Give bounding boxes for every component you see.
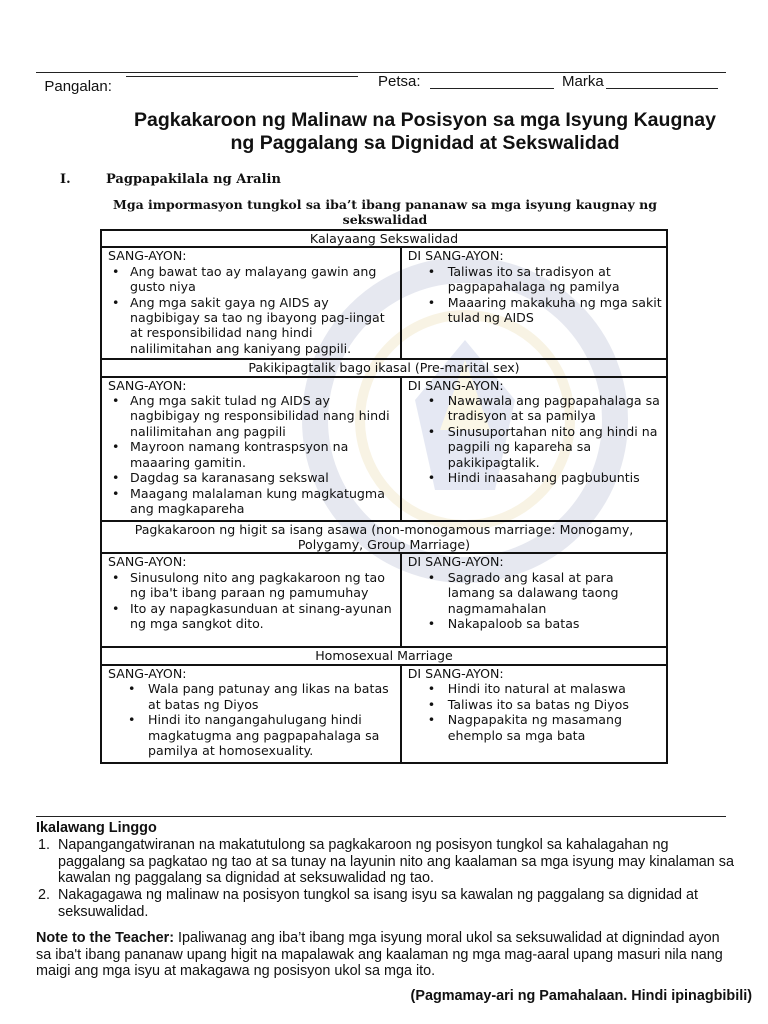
section-number: I. <box>60 172 71 187</box>
disagree-cell <box>401 247 667 359</box>
agree-cell <box>101 665 401 763</box>
disagree-cell <box>401 553 667 647</box>
disagree-cell <box>401 665 667 763</box>
agree-cell <box>101 377 401 521</box>
topic-title: Homosexual Marriage <box>101 647 667 664</box>
objective-text: Napangangatwiranan na makatutulong sa pagkakaroon ng posisyon tungkol sa kahalagahan ng paggalang sa pagkatao ng tao at sa tunay na layunin nito ang kaalaman sa mga isyung may kinalaman sa kawalan ng paggalang sa dignidad at seksuwalidad ng tao. <box>58 837 735 886</box>
list-item: • Hindi inaasahang pagbubuntis <box>408 470 662 485</box>
footer-note: (Pagmamay-ari ng Pamahalaan. Hindi ipinagbibili) <box>410 988 752 1004</box>
topic-title: Kalayaang Sekswalidad <box>101 230 667 247</box>
list-item: • Nakapaloob sa batas <box>408 616 662 631</box>
objective-text: Nakagagawa ng malinaw na posisyon tungkol sa isang isyu sa kawalan ng paggalang sa dignidad at seksuwalidad. <box>58 887 699 920</box>
list-item: • Dagdag sa karanasang sekswal <box>108 470 396 485</box>
topic-title: Pakikipagtalik bago ikasal (Pre-marital sex) <box>101 359 667 376</box>
page-title-line1: Pagkakaroon ng Malinaw na Posisyon sa mga Isyung Kaugnay <box>134 109 716 131</box>
teacher-note <box>36 930 736 980</box>
week-heading: Ikalawang Linggo <box>36 820 157 836</box>
objective-item <box>38 887 738 920</box>
objective-number: 2. <box>38 887 51 903</box>
note-label: Note to the Teacher: <box>36 930 175 946</box>
agree-label: SANG-AYON: <box>108 554 187 570</box>
date-label: Petsa: <box>378 73 421 90</box>
list-item: • Ang bawat tao ay malayang gawin ang gusto niya <box>108 264 396 295</box>
disagree-label: DI SANG-AYON: <box>407 554 504 570</box>
agree-label: SANG-AYON: <box>108 248 187 264</box>
list-item: • Sinusulong nito ang pagkakaroon ng tao ng iba't ibang paraan ng pamumuhay <box>108 570 396 601</box>
score-label: Marka <box>562 73 604 90</box>
agree-cell <box>101 247 401 359</box>
disagree-cell <box>401 377 667 521</box>
list-item: • Maaaring makakuha ng mga sakit tulad ng AIDS <box>408 295 662 326</box>
name-label: Pangalan: <box>44 78 112 95</box>
list-item: • Nawawala ang pagpapahalaga sa tradisyon at sa pamilya <box>408 393 662 424</box>
list-item: • Sinusuportahan nito ang hindi na pagpili ng kapareha sa pakikipagtalik. <box>408 424 662 470</box>
agree-cell <box>101 553 401 647</box>
note-text: Ipaliwanag ang iba’t ibang mga isyung moral ukol sa seksuwalidad at dignindad ayon sa iba't ibang pananaw upang higit na mapalawak ang kaalaman ng mga mag-aaral upang masuri nila nang maigi ang mga isyu at makagawa ng posisyon ukol sa mga ito. <box>36 930 723 979</box>
issues-table <box>100 229 668 764</box>
disagree-label: DI SANG-AYON: <box>407 665 504 681</box>
list-item: • Taliwas ito sa batas ng Diyos <box>408 697 662 712</box>
section-divider <box>36 816 726 817</box>
section-heading: Pagpapakilala ng Aralin <box>106 172 281 187</box>
list-item: • Wala pang patunay ang likas na batas at batas ng Diyos <box>108 681 396 712</box>
topic-title: Pagkakaroon ng higit sa isang asawa (non-monogamous marriage: Monogamy, Polygamy, Group Marriage) <box>101 521 667 554</box>
date-field[interactable] <box>430 74 554 89</box>
disagree-label: DI SANG-AYON: <box>407 377 504 393</box>
list-item: • Taliwas ito sa tradisyon at pagpapahalaga ng pamilya <box>408 264 662 295</box>
objective-number: 1. <box>38 837 51 853</box>
list-item: • Sagrado ang kasal at para lamang sa dalawang taong nagmamahalan <box>408 570 662 616</box>
objective-item <box>38 837 738 887</box>
score-field[interactable] <box>606 74 718 89</box>
list-item: • Ito ay napagkasunduan at sinang-ayunan ng mga sangkot dito. <box>108 601 396 632</box>
disagree-label: DI SANG-AYON: <box>407 248 504 264</box>
list-item: • Hindi ito nangangahulugang hindi magkatugma ang pagpapahalaga sa pamilya at homosexuality. <box>108 712 396 758</box>
page-title-line2: ng Paggalang sa Dignidad at Sekswalidad <box>230 132 620 154</box>
list-item: • Mayroon namang kontraspsyon na maaaring gamitin. <box>108 439 396 470</box>
list-item: • Maagang malalaman kung magkatugma ang magkapareha <box>108 486 396 517</box>
agree-label: SANG-AYON: <box>108 665 187 681</box>
agree-label: SANG-AYON: <box>108 377 187 393</box>
table-caption-line1: Mga impormasyon tungkol sa iba’t ibang pananaw sa mga isyung kaugnay ng <box>113 197 657 212</box>
name-field[interactable] <box>126 60 358 77</box>
list-item: • Nagpapakita ng masamang ehemplo sa mga bata <box>408 712 662 743</box>
list-item: • Hindi ito natural at malaswa <box>408 681 662 696</box>
list-item: • Ang mga sakit gaya ng AIDS ay nagbibigay sa tao ng ibayong pag-iingat at responsibilidad nang hindi nalilimitahan ang kaniyang pagpili. <box>108 295 396 357</box>
table-caption-line2: sekswalidad <box>342 212 428 227</box>
list-item: • Ang mga sakit tulad ng AIDS ay nagbibigay ng responsibilidad nang hindi nalilimitahan ang pagpili <box>108 393 396 439</box>
